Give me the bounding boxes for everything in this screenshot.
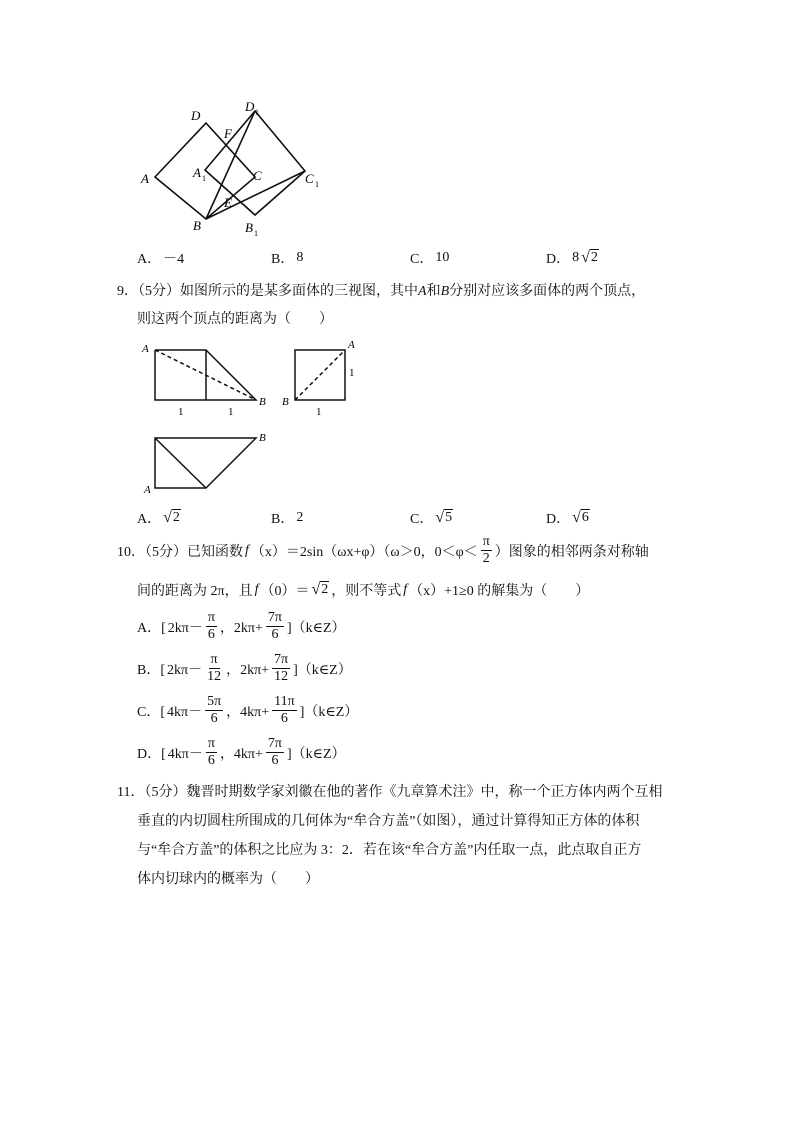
q11-line-2: 垂直的内切圆柱所围成的几何体为“牟合方盖”（如图），通过计算得知正方体的体积 bbox=[137, 814, 640, 829]
top-label-A: A bbox=[144, 484, 151, 496]
q9-stem-line2: 则这两个顶点的距离为（ ） bbox=[137, 312, 333, 327]
side-label-B: B bbox=[282, 396, 289, 408]
q10-option-a: A．[ 2kπ－ $\frac{\pi}{6}$ ，2kπ+ $\frac{7\pi}{6}$ ]（k∈Z） bbox=[137, 610, 346, 642]
q10-option-b: B．[ 2kπ－ $\frac{\pi}{12}$ ，2kπ+ $\frac{7\pi}{12}$ ]（k∈Z） bbox=[137, 652, 352, 684]
top-label-B: B bbox=[259, 432, 266, 444]
front-label-A: A bbox=[142, 343, 149, 355]
label-B: B bbox=[193, 218, 201, 233]
front-dim-1b: 1 bbox=[228, 406, 234, 418]
q11-line-3: 与“牟合方盖”的体积之比应为 3：2．若在该“牟合方盖”内任取一点，此点取自正方 bbox=[137, 843, 642, 858]
label-C1-sub: 1 bbox=[315, 180, 319, 189]
q10-stem: 10．（5分）已知函数 f （x）＝2sin（ωx+φ）（ω＞0，0＜φ＜ $\frac{\pi}{2}$ ）图象的相邻两条对称轴 bbox=[117, 534, 649, 566]
front-dim-1a: 1 bbox=[178, 406, 184, 418]
q9-three-views bbox=[138, 338, 378, 498]
q9-option-d: D． √ 6 bbox=[546, 509, 589, 527]
q11-line-4: 体内切球内的概率为（ ） bbox=[137, 872, 319, 887]
label-F: F bbox=[224, 126, 232, 141]
q10-option-d: D．[ 4kπ－ $\frac{\pi}{6}$ ，4kπ+ $\frac{7\pi}{6}$ ]（k∈Z） bbox=[137, 736, 346, 768]
q8-option-d: D． 8 √ 2 bbox=[546, 249, 598, 267]
side-dim-1b: 1 bbox=[316, 406, 322, 418]
label-C: C bbox=[253, 168, 262, 183]
label-A1-sub: 1 bbox=[202, 174, 206, 183]
label-D1: D bbox=[245, 99, 255, 114]
q10-option-c: C．[ 4kπ－ $\frac{5\pi}{6}$ ，4kπ+ $\frac{11\pi}{6}$ ]（k∈Z） bbox=[137, 694, 359, 726]
q8-option-c: C． 10 bbox=[410, 250, 450, 267]
label-D1-sub: 1 bbox=[255, 108, 259, 117]
q8-option-b: B． 8 bbox=[271, 250, 304, 267]
q11-line-1: 11．（5分）魏晋时期数学家刘徽在他的著作《九章算术注》中，称一个正方体内两个互相 bbox=[117, 785, 663, 800]
side-dim-1a: 1 bbox=[349, 367, 355, 379]
label-B1: B bbox=[245, 220, 253, 235]
q8-figure bbox=[135, 95, 335, 240]
q9-option-b: B． 2 bbox=[271, 510, 304, 527]
q10-stem-line2: 间的距离为 2π，且 f （0）＝ √ 2 ，则不等式 f （x）+1≥0 的解集为（ ） bbox=[137, 581, 590, 599]
side-label-A: A bbox=[348, 339, 355, 351]
q9-option-a: A． √ 2 bbox=[137, 509, 180, 527]
q9-stem: 9．（5分）如图所示的是某多面体的三视图，其中A和B分别对应该多面体的两个顶点， bbox=[117, 284, 646, 299]
q9-option-c: C． √ 5 bbox=[410, 509, 453, 527]
label-C1: C bbox=[305, 171, 314, 186]
front-label-B: B bbox=[259, 396, 266, 408]
q8-option-a: A． －4 bbox=[137, 252, 185, 267]
label-D: D bbox=[191, 108, 201, 123]
label-A1: A bbox=[193, 165, 201, 180]
label-B1-sub: 1 bbox=[254, 229, 258, 238]
label-E: E bbox=[224, 195, 232, 210]
label-A: A bbox=[141, 171, 149, 186]
